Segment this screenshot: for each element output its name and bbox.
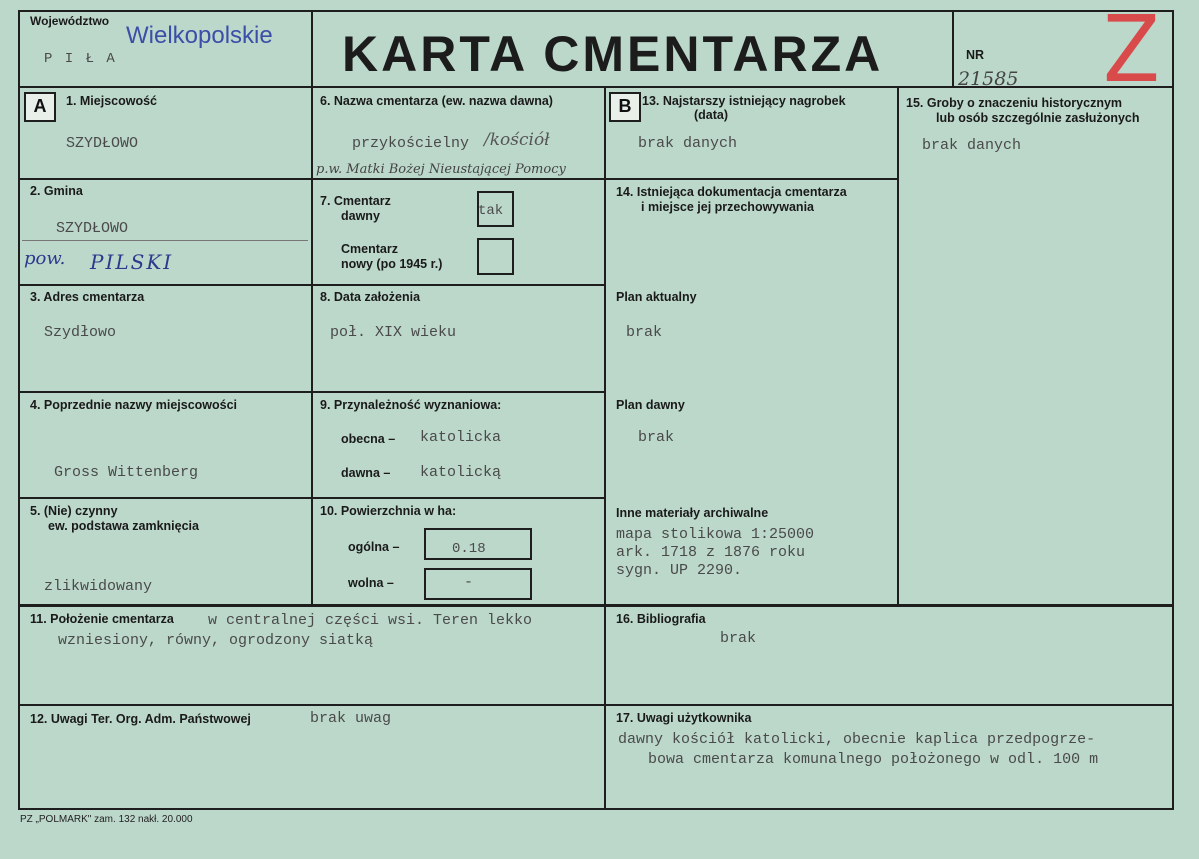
field-9-dawna-label: dawna – xyxy=(341,466,391,480)
frame-bottom xyxy=(18,808,1174,810)
row-divider-1 xyxy=(18,178,606,180)
inne-materialy-value-3: sygn. UP 2290. xyxy=(616,562,743,579)
inne-materialy-value-2: ark. 1718 z 1876 roku xyxy=(616,544,806,561)
section-b-marker: B xyxy=(609,92,641,122)
field-6-label: 6. Nazwa cmentarza (ew. nazwa dawna) xyxy=(320,94,553,108)
field-6-value: przykościelny xyxy=(352,135,470,152)
inne-materialy-value-1: mapa stolikowa 1:25000 xyxy=(616,526,815,543)
field-4-label: 4. Poprzednie nazwy miejscowości xyxy=(30,398,238,412)
frame-left xyxy=(18,10,20,810)
field-7-nowy-label-1: Cmentarz xyxy=(341,242,398,256)
field-13-value: brak danych xyxy=(638,135,738,152)
plan-aktualny-value: brak xyxy=(626,324,663,341)
row-divider-4 xyxy=(18,497,606,499)
inne-materialy-label: Inne materiały archiwalne xyxy=(616,506,769,520)
header-divider-1 xyxy=(311,10,313,88)
field-14-label-1: 14. Istniejąca dokumentacja cmentarza xyxy=(616,185,847,199)
field-11-value-1: w centralnej części wsi. Teren lekko xyxy=(208,612,533,629)
field-7-dawny-value: tak xyxy=(478,203,504,219)
field-6-hand-2: p.w. Matki Bożej Nieustającej Pomocy xyxy=(316,162,566,177)
field-15-label-1: 15. Groby o znaczeniu historycznym xyxy=(906,96,1123,110)
field-7-dawny-label-1: 7. Cmentarz xyxy=(320,194,391,208)
col-divider-3 xyxy=(897,86,899,606)
field-10-wolna-box xyxy=(424,568,532,600)
nr-label: NR xyxy=(966,48,985,62)
field-2-hand-prefix: pow. xyxy=(24,248,66,269)
wojewodztwo-stamp: Wielkopolskie xyxy=(126,22,273,49)
field-14-label-2: i miejsce jej przechowywania xyxy=(641,200,814,214)
plan-dawny-label: Plan dawny xyxy=(616,398,685,412)
section-a-marker: A xyxy=(24,92,56,122)
frame-top xyxy=(18,10,1174,12)
row-divider-3 xyxy=(18,391,606,393)
field-10-ogolna-label: ogólna – xyxy=(348,540,400,554)
field-1-value: SZYDŁOWO xyxy=(66,135,139,152)
field-4-value: Gross Wittenberg xyxy=(54,464,199,481)
field-17-value-2: bowa cmentarza komunalnego położonego w odl. 100 m xyxy=(648,751,1099,768)
field-5-label-2: ew. podstawa zamknięcia xyxy=(48,519,199,533)
field-9-label: 9. Przynależność wyznaniowa: xyxy=(320,398,502,412)
field-3-value: Szydłowo xyxy=(44,324,117,341)
header-divider-2 xyxy=(952,10,954,88)
field-7-nowy-label-2: nowy (po 1945 r.) xyxy=(341,257,443,271)
field-15-value: brak danych xyxy=(922,137,1022,154)
field-12-label: 12. Uwagi Ter. Org. Adm. Państwowej xyxy=(30,712,251,726)
field-7-nowy-checkbox xyxy=(477,238,514,275)
row-divider-13 xyxy=(604,178,899,180)
field-1-label: 1. Miejscowość xyxy=(66,94,158,108)
field-5-value: zlikwidowany xyxy=(44,578,153,595)
field-8-value: poł. XIX wieku xyxy=(330,324,457,341)
field-17-label: 17. Uwagi użytkownika xyxy=(616,711,752,725)
field-13-label-1: 13. Najstarszy istniejący nagrobek xyxy=(642,94,846,108)
field-16-label: 16. Bibliografia xyxy=(616,612,706,626)
field-9-obecna-label: obecna – xyxy=(341,432,396,446)
field-6-hand-1: /kościół xyxy=(484,130,550,150)
wojewodztwo-label: Województwo xyxy=(30,14,110,28)
col-divider-2 xyxy=(604,86,606,810)
wojewodztwo-typed: P I Ł A xyxy=(44,51,117,67)
row-divider-6 xyxy=(18,704,1174,706)
col-divider-1 xyxy=(311,86,313,606)
row-divider-5 xyxy=(18,604,1174,607)
plan-aktualny-label: Plan aktualny xyxy=(616,290,697,304)
frame-right xyxy=(1172,10,1174,810)
field-9-obecna-value: katolicka xyxy=(420,429,502,446)
field-15-label-2: lub osób szczególnie zasłużonych xyxy=(936,111,1140,125)
field-13-label-2: (data) xyxy=(694,108,729,122)
field-10-wolna-label: wolna – xyxy=(348,576,394,590)
gmina-underline xyxy=(22,240,308,241)
row-divider-2 xyxy=(18,284,606,286)
field-16-value: brak xyxy=(720,630,757,647)
field-2-hand-value: PILSKI xyxy=(90,250,174,274)
field-2-label: 2. Gmina xyxy=(30,184,83,198)
field-8-label: 8. Data założenia xyxy=(320,290,421,304)
field-10-wolna-value: - xyxy=(464,574,474,591)
printer-footer: PZ „POLMARK" zam. 132 nakł. 20.000 xyxy=(20,814,193,825)
field-3-label: 3. Adres cmentarza xyxy=(30,290,145,304)
field-10-ogolna-value: 0.18 xyxy=(452,541,486,557)
field-11-label: 11. Położenie cmentarza xyxy=(30,612,174,626)
nr-value: 21585 xyxy=(958,68,1019,90)
field-17-value-1: dawny kościół katolicki, obecnie kaplica przedpogrze- xyxy=(618,731,1096,748)
field-10-label: 10. Powierzchnia w ha: xyxy=(320,504,457,518)
card-title: KARTA CMENTARZA xyxy=(342,26,884,82)
plan-dawny-value: brak xyxy=(638,429,675,446)
field-12-value: brak uwag xyxy=(310,710,392,727)
field-9-dawna-value: katolicką xyxy=(420,464,502,481)
field-2-value: SZYDŁOWO xyxy=(56,220,129,237)
corner-mark: Z xyxy=(1103,0,1160,103)
field-11-value-2: wzniesiony, równy, ogrodzony siatką xyxy=(58,632,374,649)
field-7-dawny-label-2: dawny xyxy=(341,209,380,223)
field-5-label-1: 5. (Nie) czynny xyxy=(30,504,118,518)
